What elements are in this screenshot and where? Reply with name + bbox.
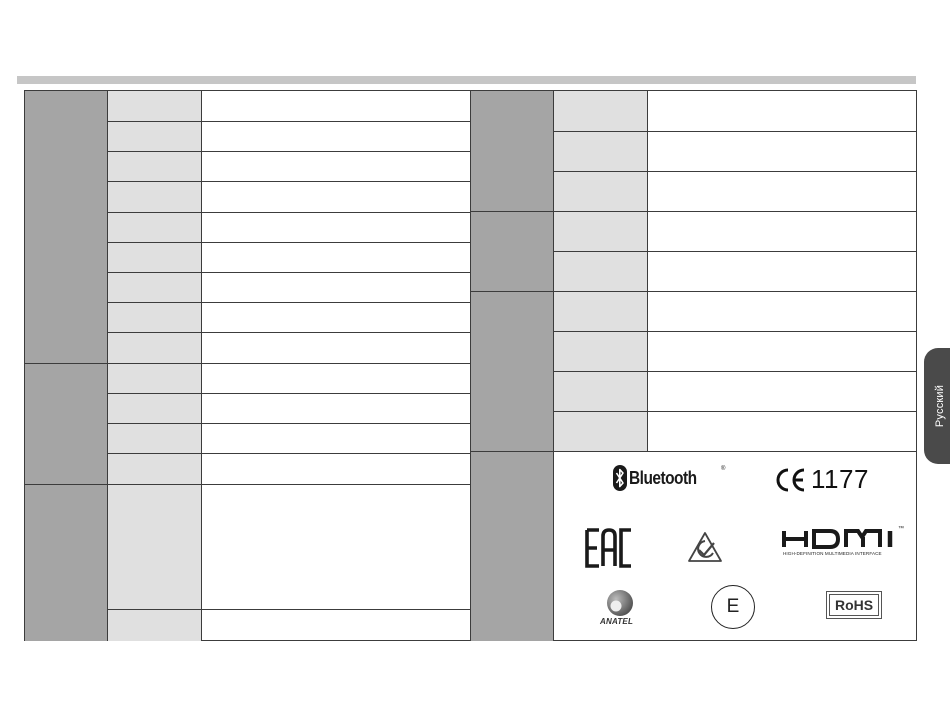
e-mark-letter: E	[726, 596, 740, 617]
bluetooth-icon	[613, 465, 627, 491]
bluetooth-wordmark: Bluetooth	[629, 468, 697, 488]
e-mark-circle	[711, 585, 755, 629]
eac-icon	[585, 528, 633, 568]
rohs-logo	[826, 591, 882, 619]
rcm-check-icon	[687, 531, 723, 565]
anatel-wordmark: ANATEL	[600, 617, 634, 626]
category-cell	[25, 363, 107, 484]
spec-table-left	[24, 90, 471, 641]
hdmi-tagline: HIGH-DEFINITION MULTIMEDIA INTERFACE	[783, 551, 882, 556]
ce-mark-logo	[773, 465, 883, 495]
hdmi-logo	[782, 526, 910, 559]
registered-mark: ®	[721, 466, 726, 472]
anatel-logo	[597, 589, 643, 629]
anatel-globe-icon	[605, 589, 635, 617]
label-column	[107, 91, 201, 641]
category-cell	[25, 91, 107, 363]
category-cell	[471, 451, 553, 641]
table-row	[202, 91, 471, 121]
rcm-compliance-logo	[687, 531, 723, 565]
rohs-outer-frame	[826, 591, 882, 619]
spec-table-right	[470, 90, 917, 641]
ce-notified-body-number: 1177	[811, 464, 869, 494]
eac-logo	[585, 528, 633, 570]
ce-icon	[773, 467, 807, 493]
hdmi-wordmark-icon	[782, 529, 898, 549]
language-tab-label: Русский	[934, 384, 946, 428]
category-cell	[471, 211, 553, 291]
label-column	[553, 91, 647, 451]
header-divider-bar	[17, 76, 916, 84]
bluetooth-logo	[613, 465, 733, 495]
trademark-mark: ™	[898, 526, 904, 532]
category-cell	[25, 484, 107, 641]
category-cell	[471, 291, 553, 451]
e-mark-logo	[711, 585, 755, 629]
language-tab[interactable]	[924, 348, 950, 464]
rohs-wordmark: RoHS	[829, 594, 879, 616]
category-cell	[471, 91, 553, 211]
